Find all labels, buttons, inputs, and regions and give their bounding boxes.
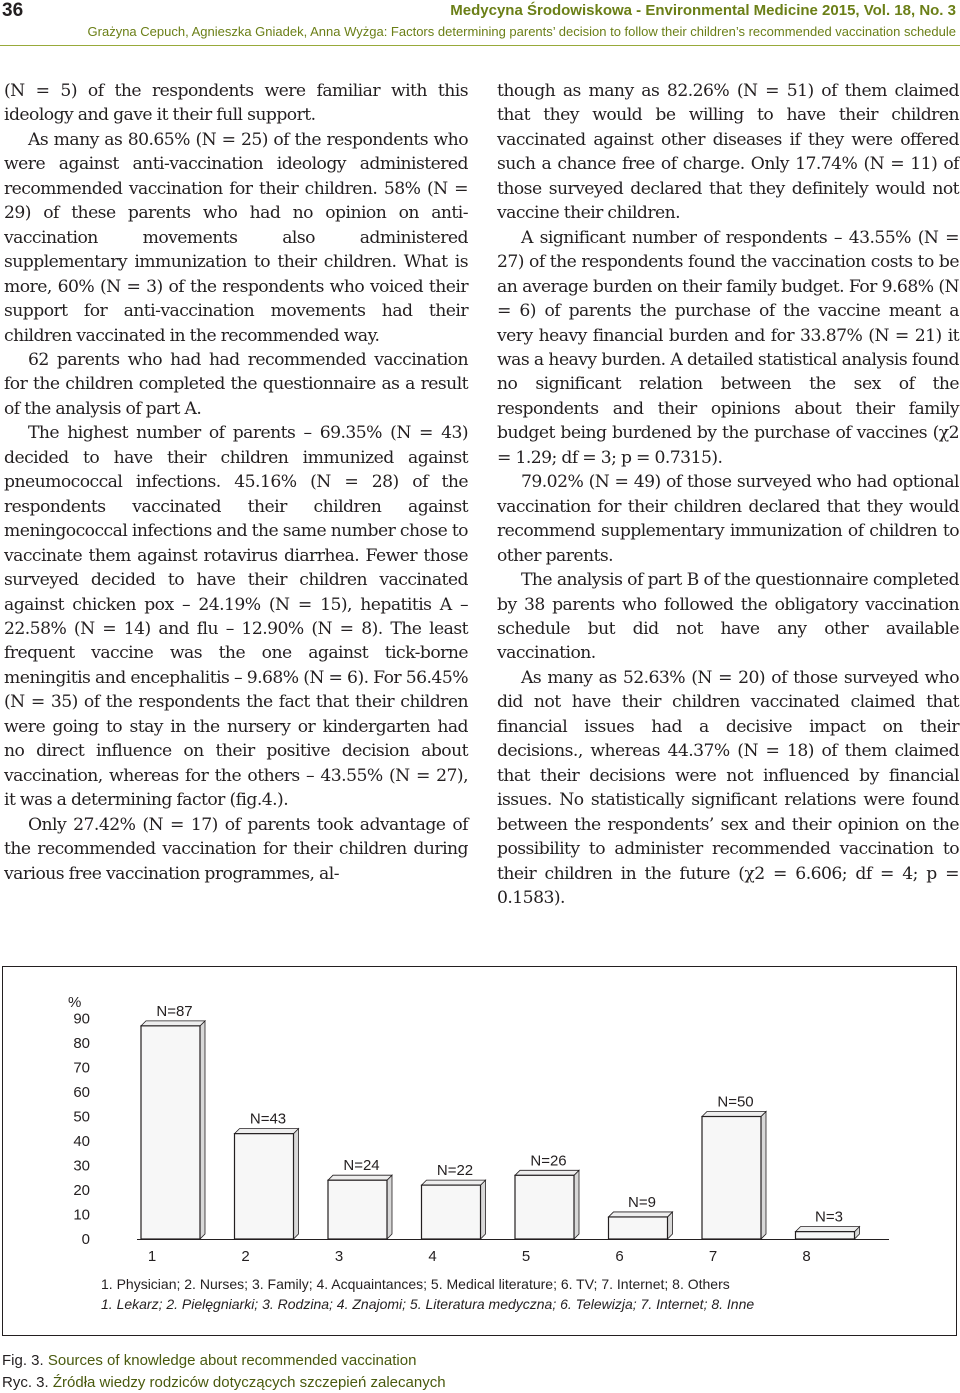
paragraph: though as many as 82.26% (N = 51) of them claimed that they would be willing to have their children vaccinated against other diseases if they were offered such a chance free of charge. Only 17.74% (N = 11) of those surveyed declared that they definitely would not vaccine their children.: [497, 81, 959, 224]
bar: [235, 1134, 294, 1239]
figure-caption-en: [2, 1352, 416, 1369]
bar-top-face: [796, 1227, 860, 1232]
paragraph: 79.02% (N = 49) of those surveyed who had optional vaccination for their children declared that they would recommend supplementary immunization of children to other parents.: [497, 472, 959, 566]
y-axis-unit: %: [68, 994, 82, 1011]
bar-value-label: N=87: [156, 1002, 193, 1020]
caption-label-en: Fig. 3.: [2, 1352, 44, 1369]
y-tick-label: 60: [73, 1084, 90, 1101]
header-divider: [0, 45, 960, 46]
x-tick-label: 6: [615, 1248, 624, 1265]
bar-side-face: [294, 1129, 299, 1239]
bar-top-face: [328, 1175, 392, 1180]
journal-title: Medycyna Środowiskowa - Environmental Medicine 2015, Vol. 18, No. 3: [450, 2, 956, 19]
bar: [515, 1175, 574, 1239]
bar-side-face: [481, 1180, 486, 1239]
paragraph: Only 27.42% (N = 17) of parents took advantage of the recommended vaccination for their children during various free vaccination programmes, al-: [4, 814, 468, 884]
bar: [141, 1026, 200, 1239]
bar-top-face: [609, 1212, 673, 1217]
left-text-column: [4, 79, 468, 886]
paragraph: A significant number of respondents – 43.55% (N = 27) of the respondents found the vaccination costs to be an average burden on their family budget. For 9.68% (N = 6) of parents the purchase of the vaccine meant a very heavy financial burden and for 33.87% (N = 21) it was a heavy burden. A detailed statistical analysis found no significant relation between the sex of the respondents and their opinions about their family budget being burdened by the purchase of vaccines (χ2 = 1.29; df = 3; p = 0.7315).: [497, 227, 959, 468]
header-top-row: [0, 0, 960, 22]
figure-frame: [2, 966, 957, 1336]
bar-value-label: N=26: [530, 1152, 567, 1170]
paragraph: 62 parents who had had recommended vaccination for the children completed the questionnaire as a result of the analysis of part A.: [4, 349, 468, 419]
bar-value-label: N=9: [628, 1193, 656, 1211]
bar-side-face: [761, 1112, 766, 1240]
figure-caption-pl: [2, 1374, 446, 1391]
paragraph: The highest number of parents – 69.35% (N = 43) decided to have their children immunized against pneumococcal infections. 45.16% (N = 28) of the respondents vaccinated their children against meningococcal infections and the same number chose to vaccinate them against rotavirus diarrhea. Fewer those surveyed decided to have their children vaccinated against chicken pox – 24.19% (N = 15), hepatitis A – 22.58% (N = 14) and flu – 12.90% (N = 8). The least frequent vaccine was the one against tick-borne meningitis and encephalitis – 9.68% (N = 6). For 56.45% (N = 35) of the respondents the fact that their children were going to stay in the nursery or kindergarten had no direct influence on their positive decision about vaccination, whereas for the others – 43.55% (N = 27), it was a determining factor (fig.4.).: [4, 423, 468, 811]
x-tick-label: 3: [334, 1248, 344, 1265]
y-tick-label: 0: [81, 1231, 90, 1248]
y-tick-label: 10: [73, 1206, 90, 1224]
y-tick-label: 50: [73, 1108, 90, 1126]
y-tick-label: 20: [73, 1182, 90, 1199]
bar-value-label: N=24: [343, 1157, 380, 1175]
x-tick-label: 1: [147, 1248, 157, 1265]
paragraph: As many as 52.63% (N = 20) of those surveyed who did not have their children vaccinated claimed that financial issues had a decisive impact on their decisions., whereas 44.37% (N = 18) of them claimed that their decisions were not influenced by financial issues. No statistically significant relations were found between the respondents’ sex and their opinion on the possibility to administer recommended vaccination to their children in the future (χ2 = 6.606; df = 4; p = 0.1583).: [497, 667, 959, 908]
paragraph: (N = 5) of the respondents were familiar with this ideology and gave it their full support.: [4, 81, 468, 126]
bar: [422, 1185, 481, 1239]
bar-chart: [3, 967, 956, 1335]
running-title: Grażyna Cepuch, Agnieszka Gniadek, Anna Wyżga: Factors determining parents’ decision to follow their children’s recommended vaccination schedule: [87, 24, 956, 39]
bar-value-label: N=22: [436, 1162, 474, 1180]
bar: [796, 1232, 855, 1239]
bar-value-label: N=43: [249, 1110, 287, 1128]
y-tick-label: 90: [73, 1010, 90, 1028]
caption-text-pl: Źródła wiedzy rodziców dotyczących szczepień zalecanych: [52, 1374, 446, 1391]
bar-top-face: [422, 1180, 486, 1185]
bar-top-face: [515, 1170, 579, 1175]
bar-top-face: [235, 1129, 299, 1134]
bar-side-face: [387, 1175, 392, 1239]
bar-value-label: N=50: [717, 1093, 754, 1111]
x-tick-label: 4: [428, 1248, 437, 1265]
y-tick-label: 30: [73, 1157, 90, 1175]
page-number: 36: [2, 0, 24, 21]
bar-side-face: [574, 1170, 579, 1239]
y-tick-label: 40: [73, 1133, 90, 1150]
right-text-column: [497, 79, 959, 910]
y-tick-label: 70: [73, 1059, 90, 1077]
bar-top-face: [702, 1112, 766, 1117]
x-tick-label: 8: [802, 1248, 811, 1265]
paragraph: As many as 80.65% (N = 25) of the respondents who were against anti-vaccination ideology administered recommended vaccination for their children. 58% (N = 29) of these parents who had no opinion on anti-vaccination movements also administered supplementary immunization to their children. What is more, 60% (N = 3) of the respondents who voiced their support for anti-vaccination movements had their children vaccinated in the recommended way.: [4, 129, 468, 346]
bar: [609, 1217, 668, 1239]
x-tick-label: 5: [521, 1248, 531, 1265]
caption-text-en: Sources of knowledge about recommended vaccination: [47, 1352, 417, 1369]
caption-label-pl: Ryc. 3.: [2, 1374, 49, 1391]
x-tick-label: 7: [708, 1248, 718, 1265]
legend-pl: 1. Lekarz; 2. Pielęgniarki; 3. Rodzina; 4. Znajomi; 5. Literatura medyczna; 6. Telewizja; 7. Internet; 8. Inne: [101, 1296, 755, 1312]
bar-side-face: [200, 1021, 205, 1239]
x-tick-label: 2: [241, 1248, 250, 1265]
legend-en: 1. Physician; 2. Nurses; 3. Family; 4. Acquaintances; 5. Medical literature; 6. TV; 7. Internet; 8. Others: [101, 1276, 730, 1292]
bar: [702, 1117, 761, 1240]
bar-value-label: N=3: [815, 1208, 843, 1226]
y-tick-label: 80: [73, 1035, 90, 1052]
bar: [328, 1180, 387, 1239]
paragraph: The analysis of part B of the questionnaire completed by 38 parents who followed the obligatory vaccination schedule but did not have any other available vaccination.: [497, 570, 959, 664]
bar-top-face: [141, 1021, 205, 1026]
